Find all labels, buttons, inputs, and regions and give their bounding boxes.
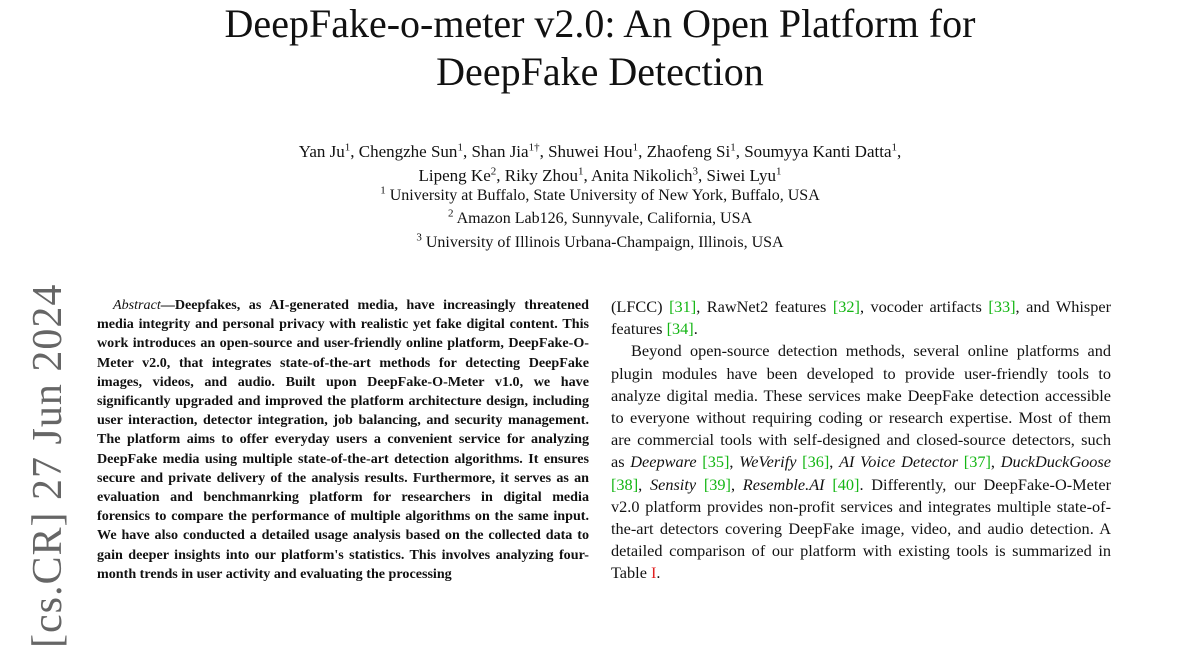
citation-link[interactable]: [31]	[669, 297, 697, 316]
citation-link[interactable]: [37]	[963, 452, 991, 472]
arxiv-stamp: [cs.CR] 27 Jun 2024	[25, 283, 71, 648]
affiliation-1: $^1$ University at Buffalo, State University of New York, Buffalo, USA	[380, 184, 820, 204]
right-column	[611, 296, 1111, 585]
text-run: . Differently, our DeepFake-O-Meter v2.0 platform provides non-profit services and integrates multiple state-of-the-art detectors covering DeepFake image, video, and audio detection. A detailed comparison of our platform with existing tools is summarized in Table	[611, 474, 1112, 583]
paragraph-1	[611, 296, 1111, 340]
author: Soumyya Kanti Datta$^1$,	[744, 141, 902, 161]
text-run: ,	[638, 474, 650, 494]
affiliation-3: $^3$ University of Illinois Urbana-Champaign, Illinois, USA	[416, 231, 784, 251]
title-line-1: DeepFake-o-meter v2.0: An Open Platform for	[224, 1, 976, 46]
author: Zhaofeng Si$^1$,	[646, 141, 745, 161]
tool-name: Sensity	[649, 474, 697, 494]
text-run	[696, 475, 704, 494]
abstract-text: —Deepfakes, as AI-generated media, have increasingly threatened media integrity and personal privacy with realistic yet fake digital content. This work introduces an open-source and user-friendly online platform, DeepFake-O-Meter v2.0, that integrates state-of-the-art methods for detecting DeepFake images, videos, and audio. Built upon DeepFake-O-Meter v1.0, we have significantly upgraded and improved the platform architecture design, including user interaction, detector integration, job balancing, and security management. The platform aims to offer everyday users a convenient service for analyzing DeepFake media using multiple state-of-the-art detection algorithms. It ensures secure and private delivery of the analysis results. Furthermore, it serves as an evaluation and benchmanrking platform for researchers in digital media forensics to compare the performance of multiple algorithms on the same input. We have also conducted a detailed usage analysis based on the collected data to gain deeper insights into our platform's statistics. This involves analyzing four-month trends in user activity and evaluating the processing	[97, 297, 589, 582]
text-run: .	[656, 563, 661, 583]
author: Yan Ju$^1$,	[298, 141, 359, 161]
author-line-2	[0, 164, 1200, 188]
author: Anita Nikolich$^3$,	[591, 165, 707, 185]
citation-link[interactable]: [32]	[832, 297, 860, 316]
citation-link[interactable]: [39]	[703, 474, 731, 494]
text-run: ,	[730, 474, 743, 494]
author: Shuwei Hou$^1$,	[548, 141, 647, 161]
citation-link[interactable]: [40]	[832, 474, 860, 494]
author: Shan Jia$^{1\dagger}$,	[471, 141, 549, 161]
text-run: .	[693, 319, 698, 339]
paragraph-2	[611, 340, 1111, 584]
tool-name: WeVerify	[739, 452, 797, 472]
paper-title	[0, 0, 1200, 96]
text-run: ,	[729, 452, 740, 472]
citation-link[interactable]: [33]	[988, 297, 1016, 316]
tool-name: AI Voice Detector	[839, 452, 959, 472]
text-run: Beyond open-source detection methods, several online platforms and plugin modules have been developed to provide user-friendly tools to analyze digital media. These services make DeepFake detection accessible to everyone without requiring coding or research expertise. Most of them are commercial tools with self-designed and closed-source detectors, such as	[611, 341, 1111, 472]
author: Siwei Lyu$^1$	[706, 165, 782, 185]
text-run: (LFCC)	[611, 297, 670, 316]
author: Riky Zhou$^1$,	[504, 165, 592, 185]
author-list	[0, 140, 1200, 188]
title-line-2: DeepFake Detection	[436, 49, 764, 94]
author: Chengzhe Sun$^1$,	[358, 141, 472, 161]
text-run: , RawNet2 features	[696, 297, 833, 316]
citation-link[interactable]: [38]	[611, 474, 639, 494]
author: Lipeng Ke$^2$,	[418, 165, 505, 185]
text-run: , vocoder artifacts	[859, 297, 989, 316]
citation-link[interactable]: [35]	[702, 452, 730, 472]
affiliation-2: $^2$ Amazon Lab126, Sunnyvale, California, USA	[447, 207, 753, 227]
citation-link[interactable]: [36]	[802, 452, 830, 472]
citation-link[interactable]: [34]	[666, 319, 694, 339]
author-line-1	[0, 140, 1200, 164]
tool-name: Resemble.AI	[742, 474, 825, 494]
abstract-lead: Abstract	[113, 297, 161, 313]
tool-name: DuckDuckGoose	[1000, 452, 1111, 472]
text-run: ,	[990, 452, 1001, 472]
tool-name: Deepware	[630, 452, 697, 472]
table-ref-link[interactable]: I	[651, 563, 657, 583]
text-run: ,	[829, 452, 840, 472]
text-run: , and Whisper features	[611, 297, 1111, 339]
abstract	[97, 296, 589, 584]
